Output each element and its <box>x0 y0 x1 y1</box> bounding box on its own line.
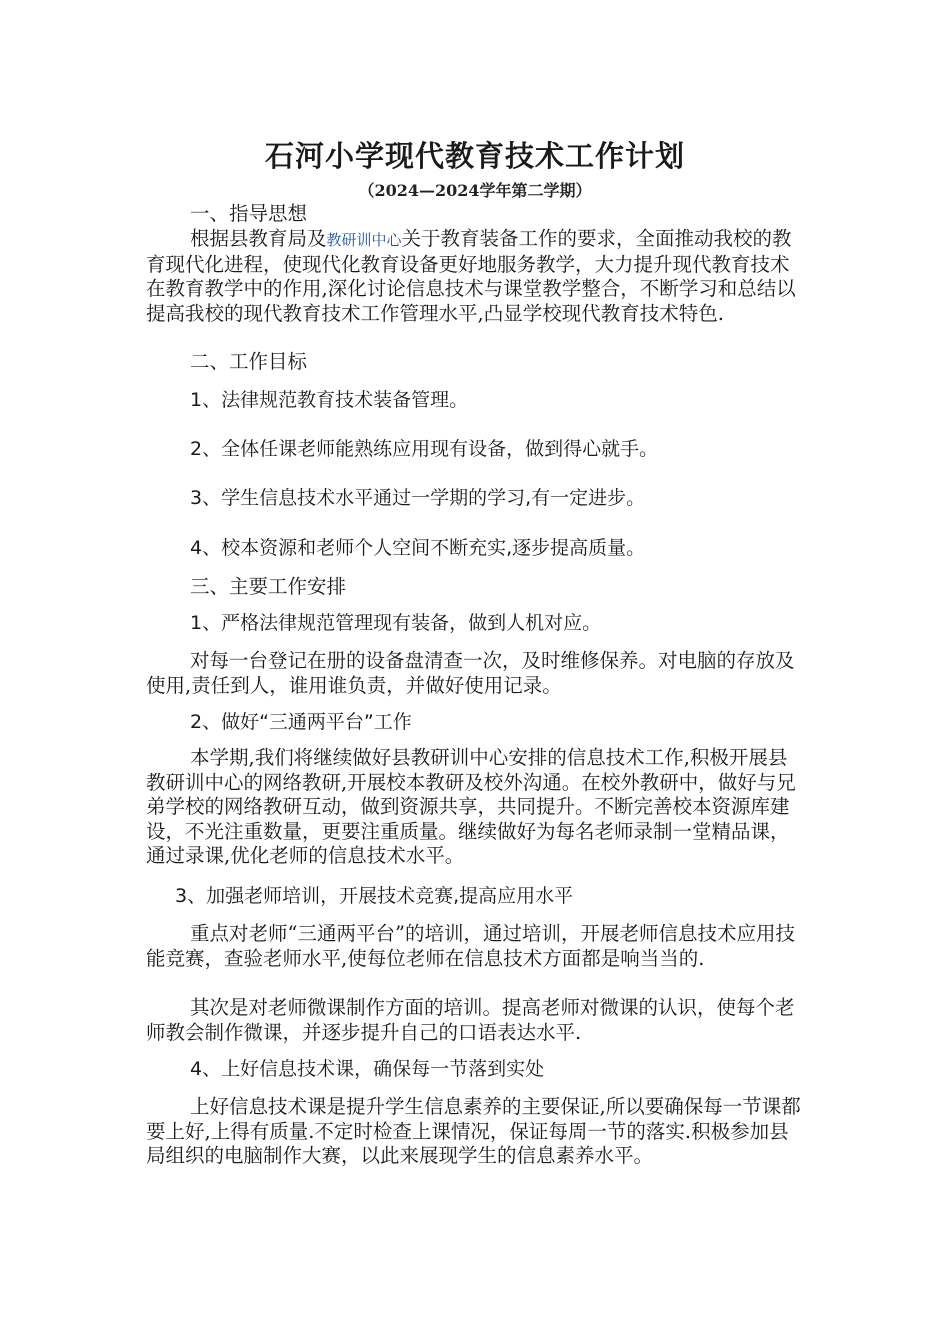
document-subtitle: （2024—2024学年第二学期） <box>358 181 592 200</box>
goal-item-2: 2、全体任课老师能熟练应用现有设备，做到得心就手。 <box>190 438 659 460</box>
work-item-1-body <box>146 649 806 698</box>
section-heading-main-work: 三、主要工作安排 <box>190 575 347 598</box>
work-item-3-title: 3、加强老师培训，开展技术竞赛,提高应用水平 <box>175 885 574 907</box>
goal-item-4: 4、校本资源和老师个人空间不断充实,逐步提高质量。 <box>190 537 646 559</box>
document-title: 石河小学现代教育技术工作计划 <box>264 139 685 173</box>
paragraph-text: 本学期,我们将继续做好县教研训中心安排的信息技术工作,积极开展县教研训中心的网络教研,开展校本教研及校外沟通。在校外教研中，做好与兄弟学校的网络教研互动，做到资源共享，共同提升。不断完善校本资源库建设，不光注重数量，更要注重质量。继续做好为每名老师录制一堂精品课，通过录课,优化老师的信息技术水平。 <box>146 746 796 867</box>
section-heading-work-goals: 二、工作目标 <box>190 350 308 373</box>
goal-item-3: 3、学生信息技术水平通过一学期的学习,有一定进步。 <box>190 487 646 509</box>
goal-item-1: 1、法律规范教育技术装备管理。 <box>190 389 469 411</box>
work-item-2-body <box>146 746 806 869</box>
paragraph-text: 对每一台登记在册的设备盘清查一次，及时维修保养。对电脑的存放及使用,责任到人，谁用谁负责，并做好使用记录。 <box>146 649 795 697</box>
work-item-4-body <box>146 1095 806 1169</box>
paragraph-text: 重点对老师“三通两平台”的培训，通过培训，开展老师信息技术应用技能竞赛，查验老师水平,使每位老师在信息技术方面都是响当当的. <box>146 922 795 970</box>
paragraph-text: 上好信息技术课是提升学生信息素养的主要保证,所以要确保每一节课都要上好,上得有质量.不定时检查上课情况，保证每周一节的落实.积极参加县局组织的电脑制作大赛，以此来展现学生的信息素养水平。 <box>146 1095 801 1167</box>
education-center-link[interactable]: 教研训中心 <box>326 231 402 249</box>
paragraph-text: 根据县教育局及 <box>190 227 327 250</box>
paragraph-text: 关于教育装备工作的要求，全面推动我校的教育现代化进程，使现代化教育设备更好地服务教学，大力提升现代教育技术在教育教学中的作用,深化讨论信息技术与课堂教学整合，不断学习和总结以提高我校的现代教育技术工作管理水平,凸显学校现代教育技术特色. <box>146 227 796 325</box>
work-item-3-body-1 <box>146 922 806 971</box>
guiding-ideology-paragraph <box>146 227 806 326</box>
work-item-2-title: 2、做好“三通两平台”工作 <box>190 711 412 733</box>
work-item-1-title: 1、严格法律规范管理现有装备，做到人机对应。 <box>190 612 602 634</box>
section-heading-guiding-ideology: 一、指导思想 <box>190 202 308 225</box>
work-item-3-body-2 <box>146 996 806 1045</box>
paragraph-text: 其次是对老师微课制作方面的培训。提高老师对微课的认识，使每个老师教会制作微课，并逐步提升自己的口语表达水平. <box>146 996 795 1044</box>
work-item-4-title: 4、上好信息技术课，确保每一节落到实处 <box>190 1058 545 1080</box>
